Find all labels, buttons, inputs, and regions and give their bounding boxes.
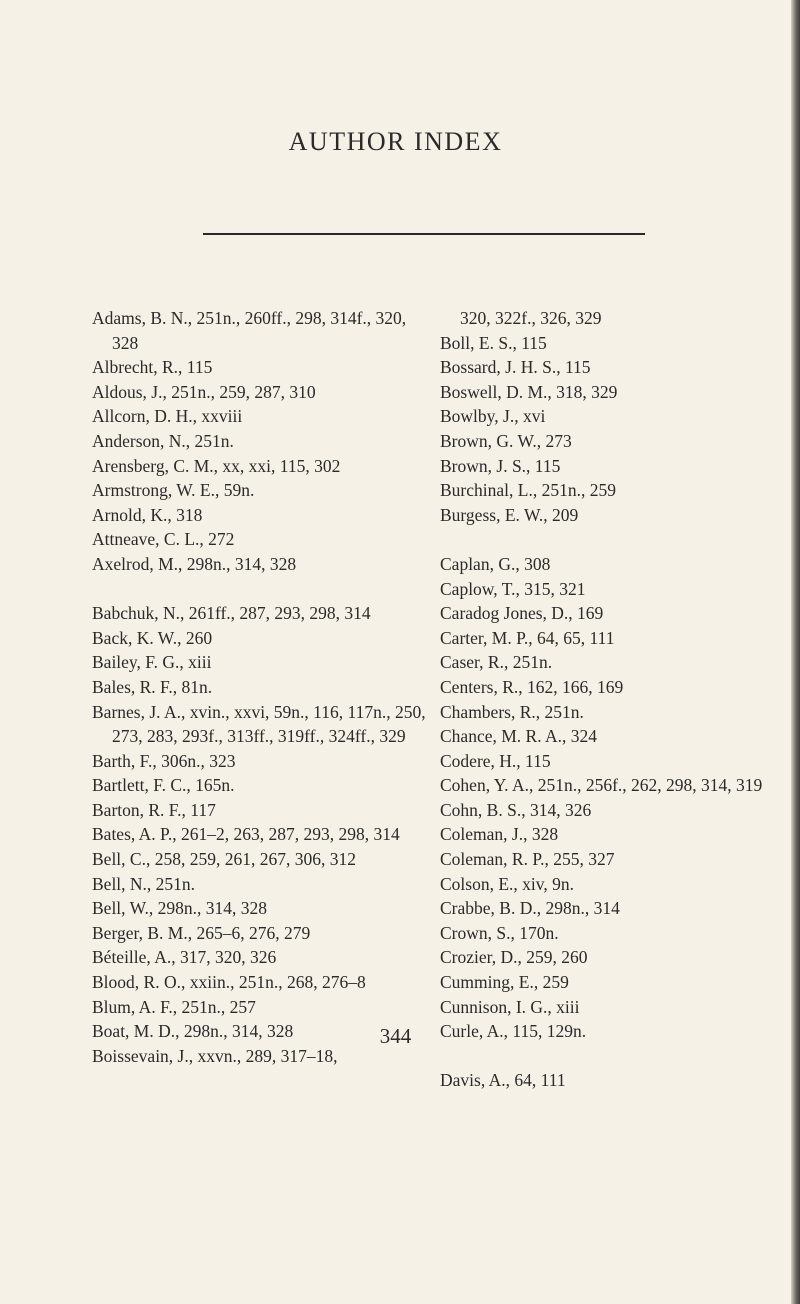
index-entry: Burchinal, L., 251n., 259 <box>440 480 616 501</box>
index-entry: Barnes, J. A., xvin., xxvi, 59n., 116, 117n., 250, 273, 283, 293f., 313ff., 319ff., 324ff., 329 <box>92 701 426 747</box>
index-entry: Centers, R., 162, 166, 169 <box>440 676 624 697</box>
index-entry: Boissevain, J., xxvn., 289, 317–18, <box>92 1045 338 1066</box>
index-entry: Cohen, Y. A., 251n., 256f., 262, 298, 314, 319 <box>440 775 763 796</box>
index-entry: Crown, S., 170n. <box>440 922 559 943</box>
index-entry: Davis, A., 64, 111 <box>440 1070 566 1091</box>
index-entry: Caser, R., 251n. <box>440 652 553 673</box>
index-entry: Allcorn, D. H., xxviii <box>92 406 243 427</box>
page-title: AUTHOR INDEX <box>288 127 503 156</box>
index-entry: Cohn, B. S., 314, 326 <box>440 799 592 820</box>
index-entry: Berger, B. M., 265–6, 276, 279 <box>92 922 311 943</box>
index-entry: Blood, R. O., xxiin., 251n., 268, 276–8 <box>92 972 366 993</box>
index-entry: Aldous, J., 251n., 259, 287, 310 <box>92 381 316 402</box>
index-entry: Bell, C., 258, 259, 261, 267, 306, 312 <box>92 849 356 870</box>
index-entry: Boswell, D. M., 318, 329 <box>440 381 618 402</box>
index-entry: Bartlett, F. C., 165n. <box>92 775 235 796</box>
index-entry: Bell, W., 298n., 314, 328 <box>92 898 268 919</box>
index-entry: 320, 322f., 326, 329 <box>460 308 602 328</box>
page-number: 344 <box>379 1024 412 1048</box>
index-entry: Brown, G. W., 273 <box>440 430 572 451</box>
index-entry: Boat, M. D., 298n., 314, 328 <box>92 1021 294 1042</box>
index-entry: Arensberg, C. M., xx, xxi, 115, 302 <box>92 455 341 476</box>
index-entry: Armstrong, W. E., 59n. <box>92 480 255 501</box>
index-entry: Blum, A. F., 251n., 257 <box>92 996 256 1017</box>
index-entry: Béteille, A., 317, 320, 326 <box>92 947 277 968</box>
title-rule <box>203 233 645 235</box>
index-entry: Crozier, D., 259, 260 <box>440 947 588 968</box>
index-entry: Boll, E. S., 115 <box>440 332 547 353</box>
index-entry: Burgess, E. W., 209 <box>440 504 579 525</box>
index-entry: Albrecht, R., 115 <box>92 357 213 378</box>
index-entry: Coleman, J., 328 <box>440 824 559 845</box>
index-entry: Bates, A. P., 261–2, 263, 287, 293, 298, 314 <box>92 824 400 845</box>
page-edge-shadow <box>791 0 800 1304</box>
index-entry: Cumming, E., 259 <box>440 972 569 993</box>
index-entry: Barth, F., 306n., 323 <box>92 750 236 771</box>
index-entry: Caplan, G., 308 <box>440 553 551 574</box>
index-entry: Chance, M. R. A., 324 <box>440 726 598 747</box>
index-entry: Babchuk, N., 261ff., 287, 293, 298, 314 <box>92 603 371 624</box>
index-entry: Colson, E., xiv, 9n. <box>440 873 575 894</box>
index-entry: Curle, A., 115, 129n. <box>440 1021 587 1042</box>
index-entry: Carter, M. P., 64, 65, 111 <box>440 627 615 648</box>
index-entry: Axelrod, M., 298n., 314, 328 <box>92 553 297 574</box>
index-entry: Caradog Jones, D., 169 <box>440 603 604 624</box>
index-entry: Chambers, R., 251n. <box>440 701 584 722</box>
right-column <box>440 306 785 1093</box>
index-entry: Bailey, F. G., xiii <box>92 652 212 673</box>
index-entry: Bell, N., 251n. <box>92 873 196 894</box>
index-entry: Adams, B. N., 251n., 260ff., 298, 314f., 320, 328 <box>92 308 407 353</box>
index-entry: Bowlby, J., xvi <box>440 406 546 427</box>
left-column <box>92 306 432 1068</box>
index-entry: Back, K. W., 260 <box>92 627 213 648</box>
index-entry: Bales, R. F., 81n. <box>92 676 213 697</box>
index-entry: Barton, R. F., 117 <box>92 799 216 820</box>
index-entry: Brown, J. S., 115 <box>440 455 561 476</box>
index-entry: Coleman, R. P., 255, 327 <box>440 849 615 870</box>
index-entry: Anderson, N., 251n. <box>92 430 234 451</box>
index-entry: Cunnison, I. G., xiii <box>440 996 580 1017</box>
index-entry: Attneave, C. L., 272 <box>92 529 235 550</box>
index-entry: Codere, H., 115 <box>440 750 551 771</box>
index-entry: Crabbe, B. D., 298n., 314 <box>440 898 620 919</box>
index-entry: Bossard, J. H. S., 115 <box>440 357 591 378</box>
index-entry: Caplow, T., 315, 321 <box>440 578 586 599</box>
index-entry: Arnold, K., 318 <box>92 504 203 525</box>
